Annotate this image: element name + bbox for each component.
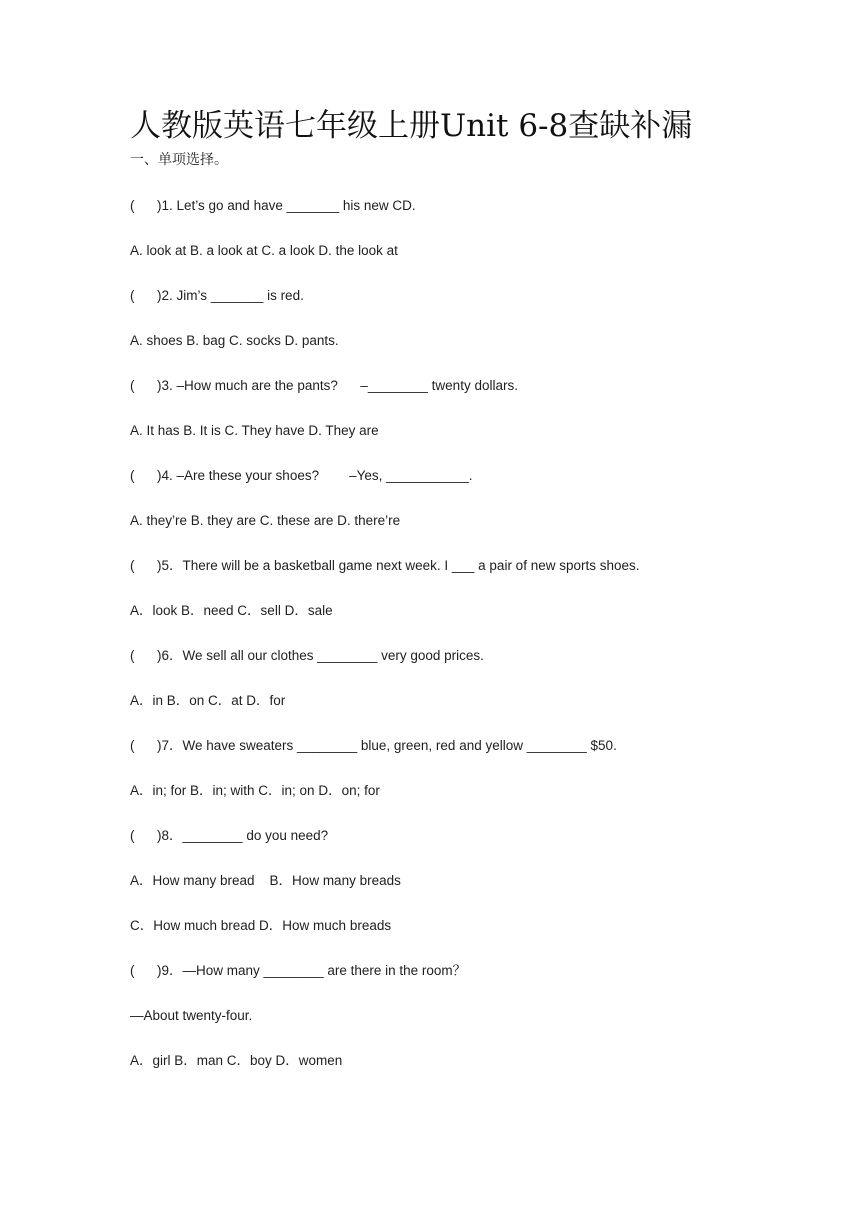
question-4-options: A. they’re B. they are C. these are D. there’re xyxy=(130,513,401,528)
section-heading: 一、单项选择。 xyxy=(130,152,228,168)
question-1-stem: ( )1. Let’s go and have _______ his new CD. xyxy=(130,198,416,213)
question-1-options: A. look at B. a look at C. a look D. the look at xyxy=(130,243,398,258)
question-3-stem: ( )3. –How much are the pants? –________ twenty dollars. xyxy=(130,378,518,393)
document-title: 人教版英语七年级上册Unit 6-8查缺补漏 xyxy=(130,108,693,144)
question-6-options: A．in B．on C．at D．for xyxy=(130,693,286,708)
question-4-stem: ( )4. –Are these your shoes? –Yes, ___________. xyxy=(130,468,473,483)
question-9-options: A．girl B．man C．boy D．women xyxy=(130,1053,343,1068)
question-3-options: A. It has B. It is C. They have D. They are xyxy=(130,423,379,438)
question-2-stem: ( )2. Jim’s _______ is red. xyxy=(130,288,304,303)
question-5-stem: ( )5．There will be a basketball game next week. I ___ a pair of new sports shoes. xyxy=(130,558,640,573)
question-5-options: A．look B．need C．sell D．sale xyxy=(130,603,333,618)
question-7-stem: ( )7．We have sweaters ________ blue, green, red and yellow ________ $50. xyxy=(130,738,617,753)
question-list xyxy=(130,196,830,1096)
question-7-options: A．in; for B．in; with C．in; on D．on; for xyxy=(130,783,380,798)
question-9-answer-line: —About twenty-four. xyxy=(130,1008,253,1023)
question-8-options-ab: A．How many bread B．How many breads xyxy=(130,873,401,888)
question-9-stem: ( )9．—How many ________ are there in the room？ xyxy=(130,963,467,978)
question-8-stem: ( )8．________ do you need? xyxy=(130,828,329,843)
question-2-options: A. shoes B. bag C. socks D. pants. xyxy=(130,333,339,348)
question-6-stem: ( )6．We sell all our clothes ________ very good prices. xyxy=(130,648,484,663)
question-8-options-cd: C．How much bread D．How much breads xyxy=(130,918,392,933)
